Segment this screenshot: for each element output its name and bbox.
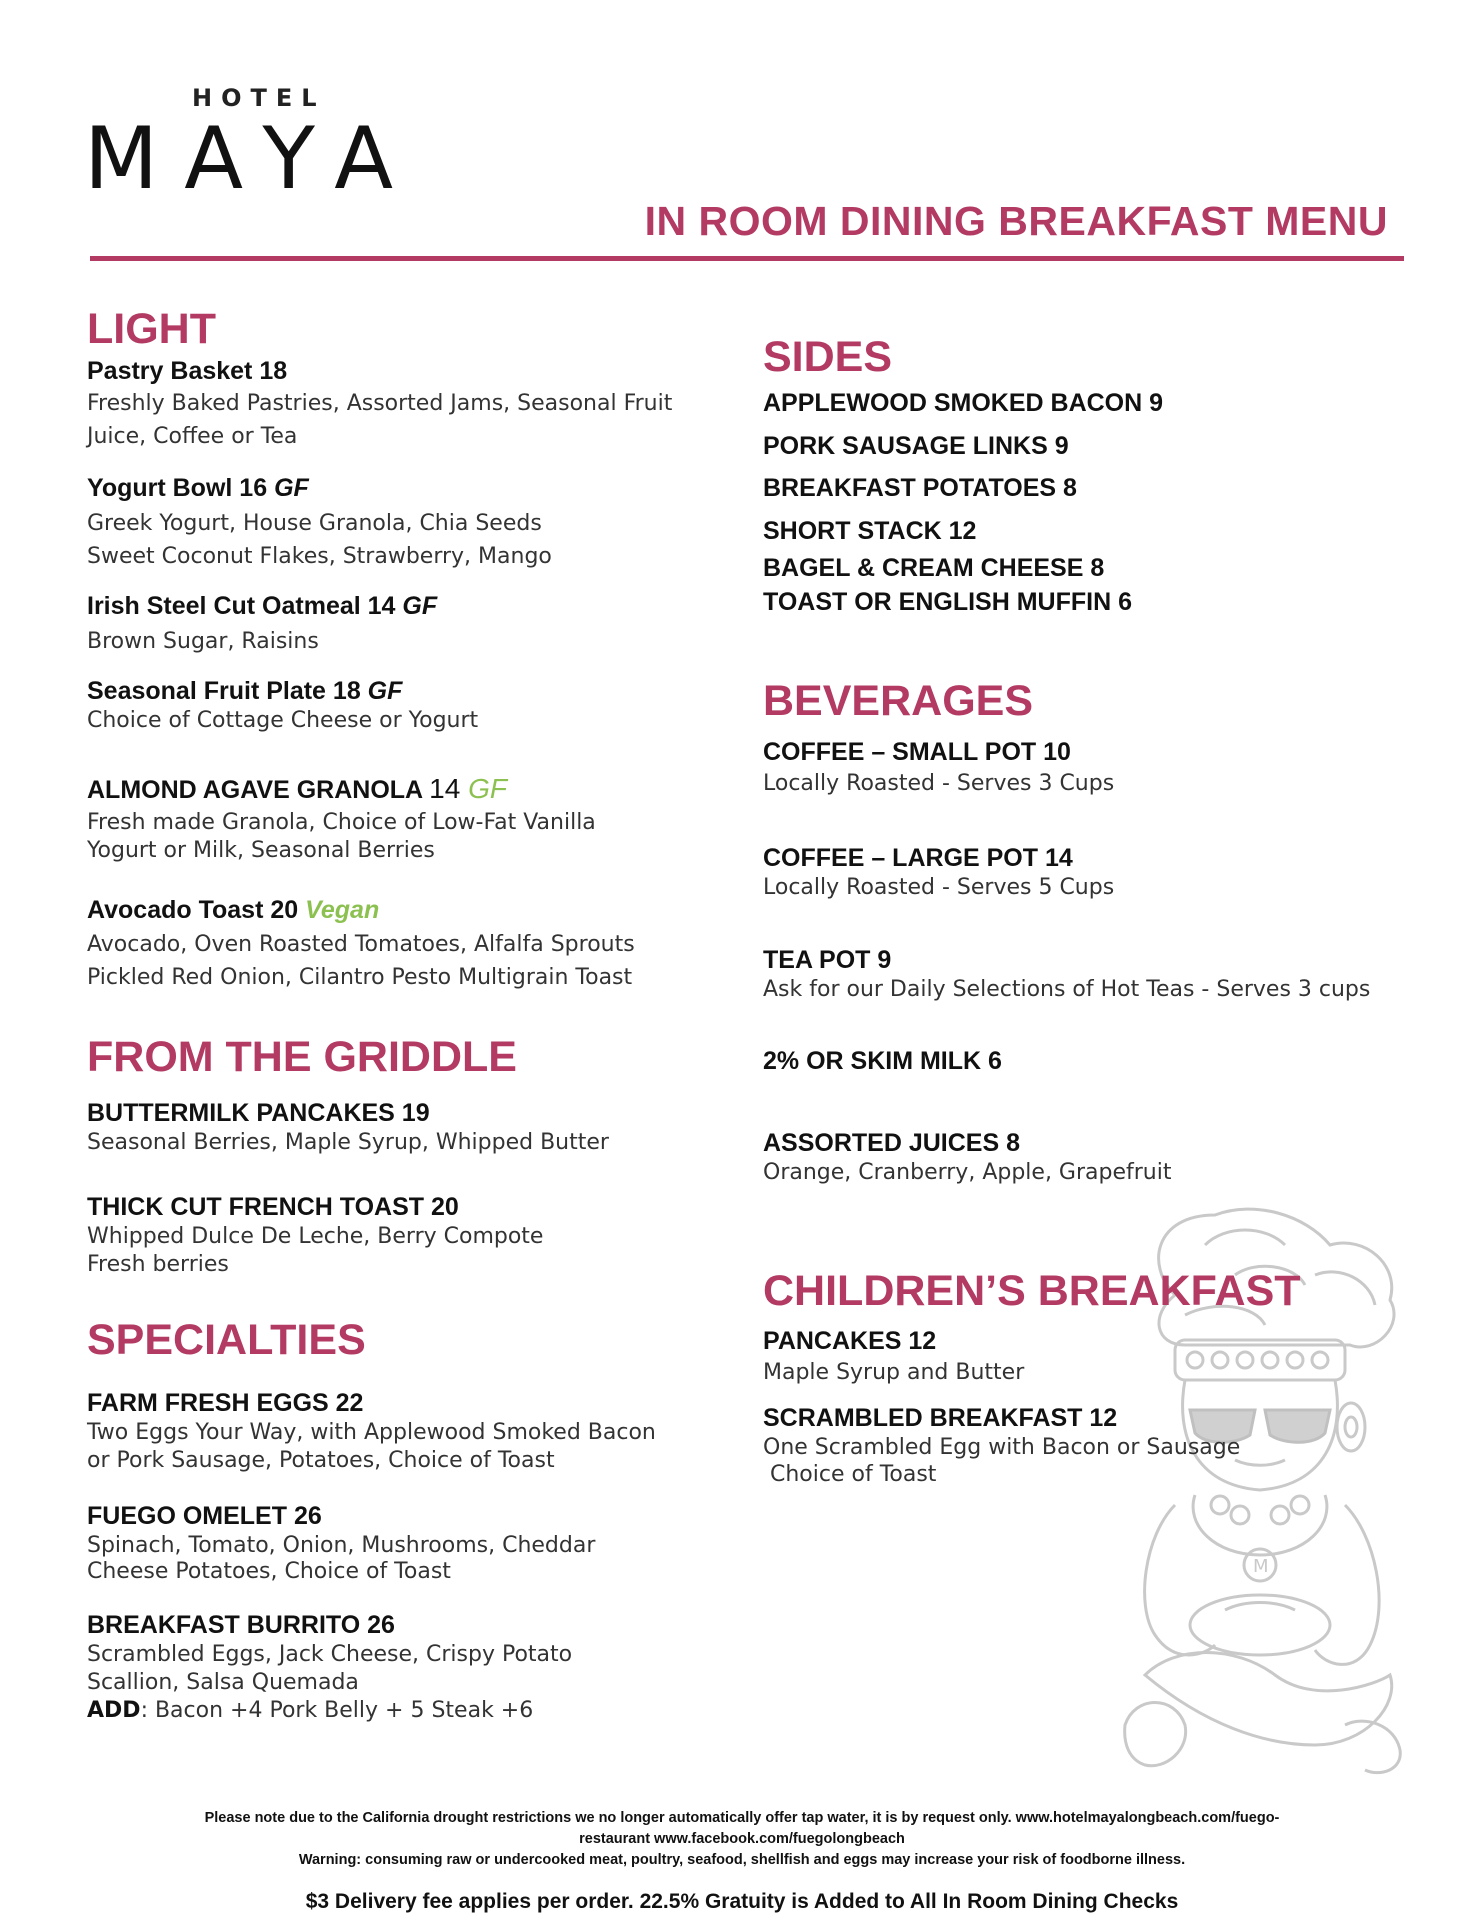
section-sides: [763, 333, 893, 381]
item-name: COFFEE – LARGE POT 14: [763, 844, 1073, 872]
delivery-fee-note: $3 Delivery fee applies per order. 22.5% Gratuity is Added to All In Room Dining Checks: [305, 1890, 1179, 1913]
item-desc: or Pork Sausage, Potatoes, Choice of Toast: [87, 1447, 555, 1473]
svg-text:M: M: [1253, 1556, 1269, 1577]
sides-item: [763, 431, 1069, 461]
section-title: LIGHT: [87, 305, 216, 353]
item-name: Pastry Basket 18: [87, 357, 288, 385]
item-desc: Scallion, Salsa Quemada: [87, 1669, 359, 1695]
item-name: SCRAMBLED BREAKFAST 12: [763, 1404, 1118, 1432]
section-light: [87, 305, 216, 353]
menu-item-coffee-small: [763, 737, 1443, 799]
item-name: BAGEL & CREAM CHEESE 8: [763, 554, 1105, 582]
gf-tag: GF: [402, 592, 438, 620]
title-divider: [90, 256, 1404, 261]
add-label: ADD: [87, 1697, 141, 1723]
menu-item-breakfast-burrito: [87, 1610, 767, 1726]
gf-tag: GF: [274, 474, 309, 502]
menu-item-avocado-toast: [87, 895, 787, 993]
item-desc: Greek Yogurt, House Granola, Chia Seeds: [87, 511, 542, 536]
item-desc: Whipped Dulce De Leche, Berry Compote: [87, 1224, 544, 1249]
item-name: TEA POT 9: [763, 946, 892, 974]
menu-item-milk: [763, 1046, 1002, 1076]
item-desc: Ask for our Daily Selections of Hot Teas - Serves 3 cups: [763, 977, 1371, 1002]
item-desc: Pickled Red Onion, Cilantro Pesto Multigrain Toast: [87, 964, 633, 990]
menu-item-fruit: [87, 676, 767, 736]
note-line: restaurant www.facebook.com/fuegolongbeach: [579, 1831, 905, 1848]
menu-item-coffee-large: [763, 843, 1443, 903]
item-desc: Fresh made Granola, Choice of Low-Fat Vanilla: [87, 809, 596, 835]
section-specialties: [87, 1316, 366, 1364]
note-line: Please note due to the California drought restrictions we no longer automatically offer tap water, it is by request only. www.hotelmayalongbeach.com/fuego-: [204, 1810, 1280, 1826]
item-desc: Locally Roasted - Serves 3 Cups: [763, 771, 1115, 796]
gf-tag: GF: [468, 773, 507, 804]
menu-item-farm-fresh-eggs: [87, 1388, 787, 1476]
item-desc: Sweet Coconut Flakes, Strawberry, Mango: [87, 543, 552, 569]
menu-item-pastry: [87, 356, 767, 452]
item-desc: Orange, Cranberry, Apple, Grapefruit: [763, 1160, 1172, 1185]
item-name: BUTTERMILK PANCAKES 19: [87, 1099, 430, 1127]
item-name: 2% OR SKIM MILK 6: [763, 1047, 1002, 1075]
sides-item: [763, 516, 976, 546]
item-name: ALMOND AGAVE GRANOLA 14 GF: [87, 773, 507, 804]
section-title: BEVERAGES: [763, 677, 1034, 725]
item-desc: Two Eggs Your Way, with Applewood Smoked Bacon: [87, 1420, 656, 1445]
item-name: FUEGO OMELET 26: [87, 1502, 322, 1530]
item-desc: Scrambled Eggs, Jack Cheese, Crispy Potato: [87, 1642, 573, 1667]
item-desc: Avocado, Oven Roasted Tomatoes, Alfalfa Sprouts: [87, 932, 635, 957]
maya-logo: MAYA: [84, 109, 420, 209]
item-name: ASSORTED JUICES 8: [763, 1129, 1021, 1157]
item-name: THICK CUT FRENCH TOAST 20: [87, 1193, 459, 1221]
section-children: [763, 1267, 1301, 1315]
item-desc: Yogurt or Milk, Seasonal Berries: [87, 837, 435, 863]
item-name: Irish Steel Cut Oatmeal 14 GF: [87, 592, 438, 620]
item-desc: One Scrambled Egg with Bacon or Sausage: [763, 1435, 1241, 1460]
menu-item-scrambled-breakfast: [763, 1403, 1443, 1490]
item-desc: Cheese Potatoes, Choice of Toast: [87, 1558, 451, 1584]
menu-item-kids-pancakes: [763, 1326, 1443, 1388]
vegan-tag: Vegan: [305, 896, 380, 924]
item-name: Avocado Toast 20 Vegan: [87, 896, 380, 924]
item-desc: Freshly Baked Pastries, Assorted Jams, Seasonal Fruit: [87, 391, 673, 416]
item-name: TOAST OR ENGLISH MUFFIN 6: [763, 588, 1132, 616]
item-name: BREAKFAST POTATOES 8: [763, 474, 1077, 502]
item-name: FARM FRESH EGGS 22: [87, 1389, 364, 1417]
sides-item: [763, 388, 1163, 418]
item-name: PORK SAUSAGE LINKS 9: [763, 432, 1069, 460]
menu-item-fuego-omelet: [87, 1501, 767, 1587]
item-name: Yogurt Bowl 16 GF: [87, 474, 309, 502]
section-title: SIDES: [763, 333, 893, 381]
item-desc: Choice of Cottage Cheese or Yogurt: [87, 708, 479, 733]
menu-item-tea-pot: [763, 945, 1463, 1005]
sides-item: [763, 587, 1132, 617]
menu-item-juices: [763, 1128, 1443, 1188]
page-title: IN ROOM DINING BREAKFAST MENU: [644, 198, 1388, 244]
menu-item-french-toast: [87, 1192, 767, 1280]
section-beverages: [763, 677, 1034, 725]
hotel-wordmark: HOTEL: [192, 84, 326, 112]
item-desc: Maple Syrup and Butter: [763, 1360, 1025, 1385]
menu-item-yogurt: [87, 473, 767, 572]
section-title: CHILDREN’S BREAKFAST: [763, 1267, 1301, 1315]
tap-water-note: [60, 1808, 1424, 1850]
add-ons: ADD: Bacon +4 Pork Belly + 5 Steak +6: [87, 1697, 534, 1723]
item-name: COFFEE – SMALL POT 10: [763, 738, 1071, 766]
item-name: BREAKFAST BURRITO 26: [87, 1611, 395, 1639]
item-name: Seasonal Fruit Plate 18 GF: [87, 677, 403, 705]
item-desc: Fresh berries: [87, 1251, 229, 1277]
item-desc: Juice, Coffee or Tea: [87, 423, 298, 449]
item-name: SHORT STACK 12: [763, 517, 977, 545]
item-desc: Brown Sugar, Raisins: [87, 629, 319, 654]
item-name: APPLEWOOD SMOKED BACON 9: [763, 389, 1164, 417]
gf-tag: GF: [367, 677, 403, 705]
menu-item-granola: [87, 772, 767, 865]
menu-item-buttermilk-pancakes: [87, 1098, 767, 1158]
food-warning: Warning: consuming raw or undercooked meat, poultry, seafood, shellfish and eggs may increase your risk of foodborne illness.: [298, 1852, 1186, 1868]
menu-item-oatmeal: [87, 591, 767, 657]
item-desc: Choice of Toast: [763, 1461, 937, 1487]
item-desc: Locally Roasted - Serves 5 Cups: [763, 875, 1115, 900]
sides-item: [763, 473, 1077, 503]
section-title: SPECIALTIES: [87, 1316, 366, 1364]
item-name: PANCAKES 12: [763, 1327, 937, 1355]
section-griddle: [87, 1033, 517, 1081]
sides-item: [763, 553, 1104, 583]
item-desc: Seasonal Berries, Maple Syrup, Whipped Butter: [87, 1130, 609, 1155]
section-title: FROM THE GRIDDLE: [87, 1033, 517, 1081]
item-desc: Spinach, Tomato, Onion, Mushrooms, Cheddar: [87, 1533, 596, 1558]
